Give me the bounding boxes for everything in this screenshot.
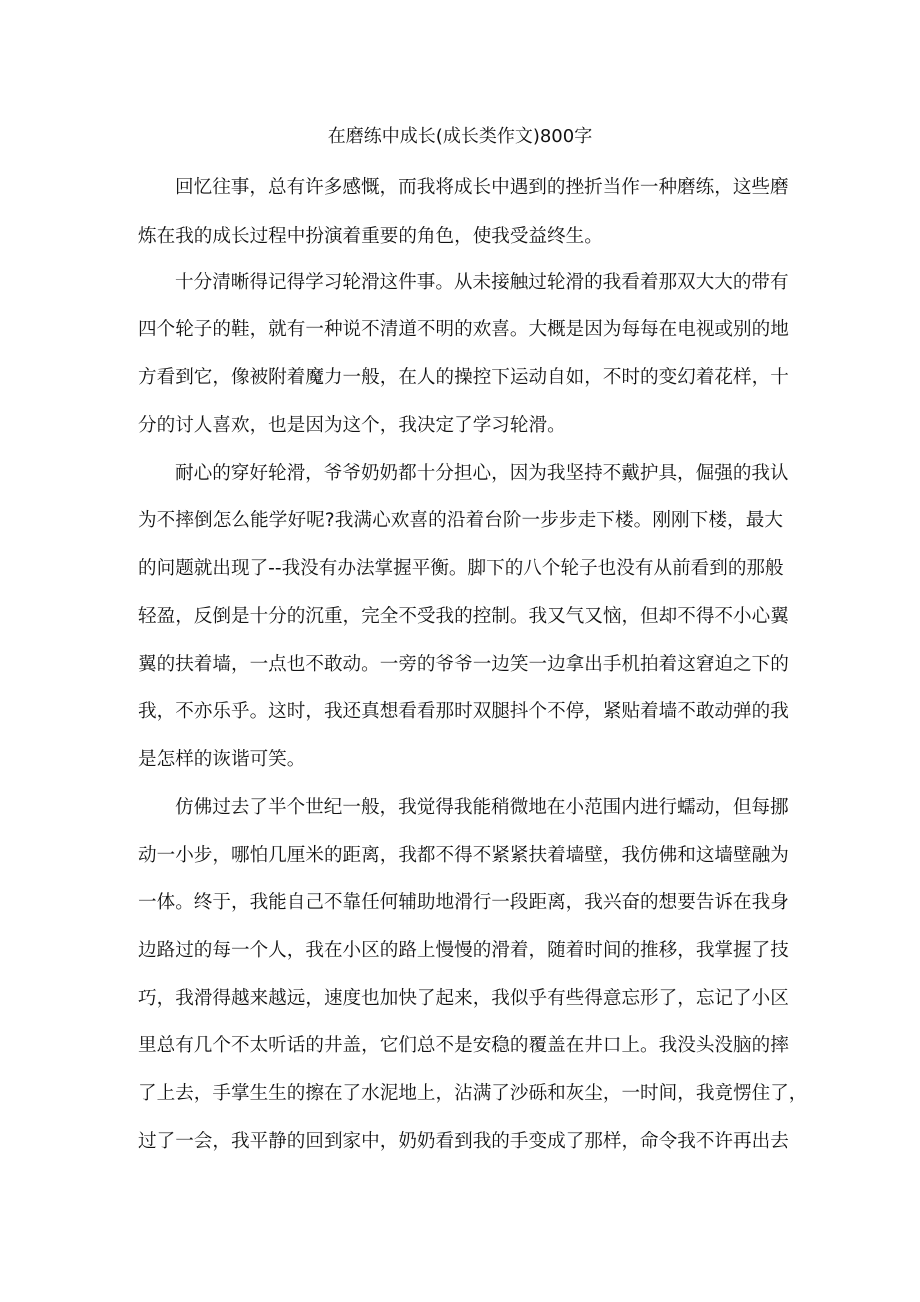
paragraph-2-line-2: 四个轮子的鞋，就有一种说不清道不明的欢喜。大概是因为每每在电视或别的地: [138, 319, 789, 340]
paragraph-4-line-4: 边路过的每一个人，我在小区的路上慢慢的滑着，随着时间的推移，我掌握了技: [138, 940, 789, 961]
paragraph-2-line-3: 方看到它，像被附着魔力一般，在人的操控下运动自如，不时的变幻着花样，十: [138, 367, 789, 388]
paragraph-4-line-2: 动一小步，哪怕几厘米的距离，我都不得不紧紧扶着墙壁，我仿佛和这墙壁融为: [138, 845, 789, 866]
paragraph-3-line-3: 的问题就出现了--我没有办法掌握平衡。脚下的八个轮子也没有从前看到的那般: [138, 558, 784, 579]
paragraph-4-line-5: 巧，我滑得越来越远，速度也加快了起来，我似乎有些得意忘形了，忘记了小区: [138, 988, 789, 1009]
paragraph-3-line-7: 是怎样的诙谐可笑。: [138, 749, 306, 770]
paragraph-4-line-7: 了上去，手掌生生的擦在了水泥地上，沾满了沙砾和灰尘，一时间，我竟愣住了，: [138, 1083, 808, 1104]
paragraph-1-line-1: 回忆往事，总有许多感慨，而我将成长中遇到的挫折当作一种磨练，这些磨: [175, 177, 789, 198]
paragraph-3-line-5: 翼的扶着墙，一点也不敢动。一旁的爷爷一边笑一边拿出手机拍着这窘迫之下的: [138, 654, 789, 675]
paragraph-3-line-4: 轻盈，反倒是十分的沉重，完全不受我的控制。我又气又恼，但却不得不小心翼: [138, 606, 789, 627]
paragraph-4-line-8: 过了一会，我平静的回到家中，奶奶看到我的手变成了那样，命令我不许再出去: [138, 1131, 789, 1152]
document-title: 在磨练中成长(成长类作文)800字: [327, 126, 593, 147]
paragraph-1-line-2: 炼在我的成长过程中扮演着重要的角色，使我受益终生。: [138, 226, 603, 247]
paragraph-4-line-3: 一体。终于，我能自己不靠任何辅助地滑行一段距离，我兴奋的想要告诉在我身: [138, 892, 789, 913]
paragraph-4-line-6: 里总有几个不太听话的井盖，它们总不是安稳的覆盖在井口上。我没头没脑的摔: [138, 1035, 789, 1056]
paragraph-2-line-1: 十分清晰得记得学习轮滑这件事。从未接触过轮滑的我看着那双大大的带有: [175, 272, 789, 293]
paragraph-4-line-1: 仿佛过去了半个世纪一般，我觉得我能稍微地在小范围内进行蠕动，但每挪: [175, 797, 789, 818]
paragraph-3-line-2: 为不摔倒怎么能学好呢?我满心欢喜的沿着台阶一步步走下楼。刚刚下楼，最大: [138, 510, 783, 531]
paragraph-3-line-6: 我，不亦乐乎。这时，我还真想看看那时双腿抖个不停，紧贴着墙不敢动弹的我: [138, 701, 789, 722]
paragraph-3-line-1: 耐心的穿好轮滑，爷爷奶奶都十分担心，因为我坚持不戴护具，倔强的我认: [175, 463, 789, 484]
paragraph-2-line-4: 分的讨人喜欢，也是因为这个，我决定了学习轮滑。: [138, 415, 566, 436]
